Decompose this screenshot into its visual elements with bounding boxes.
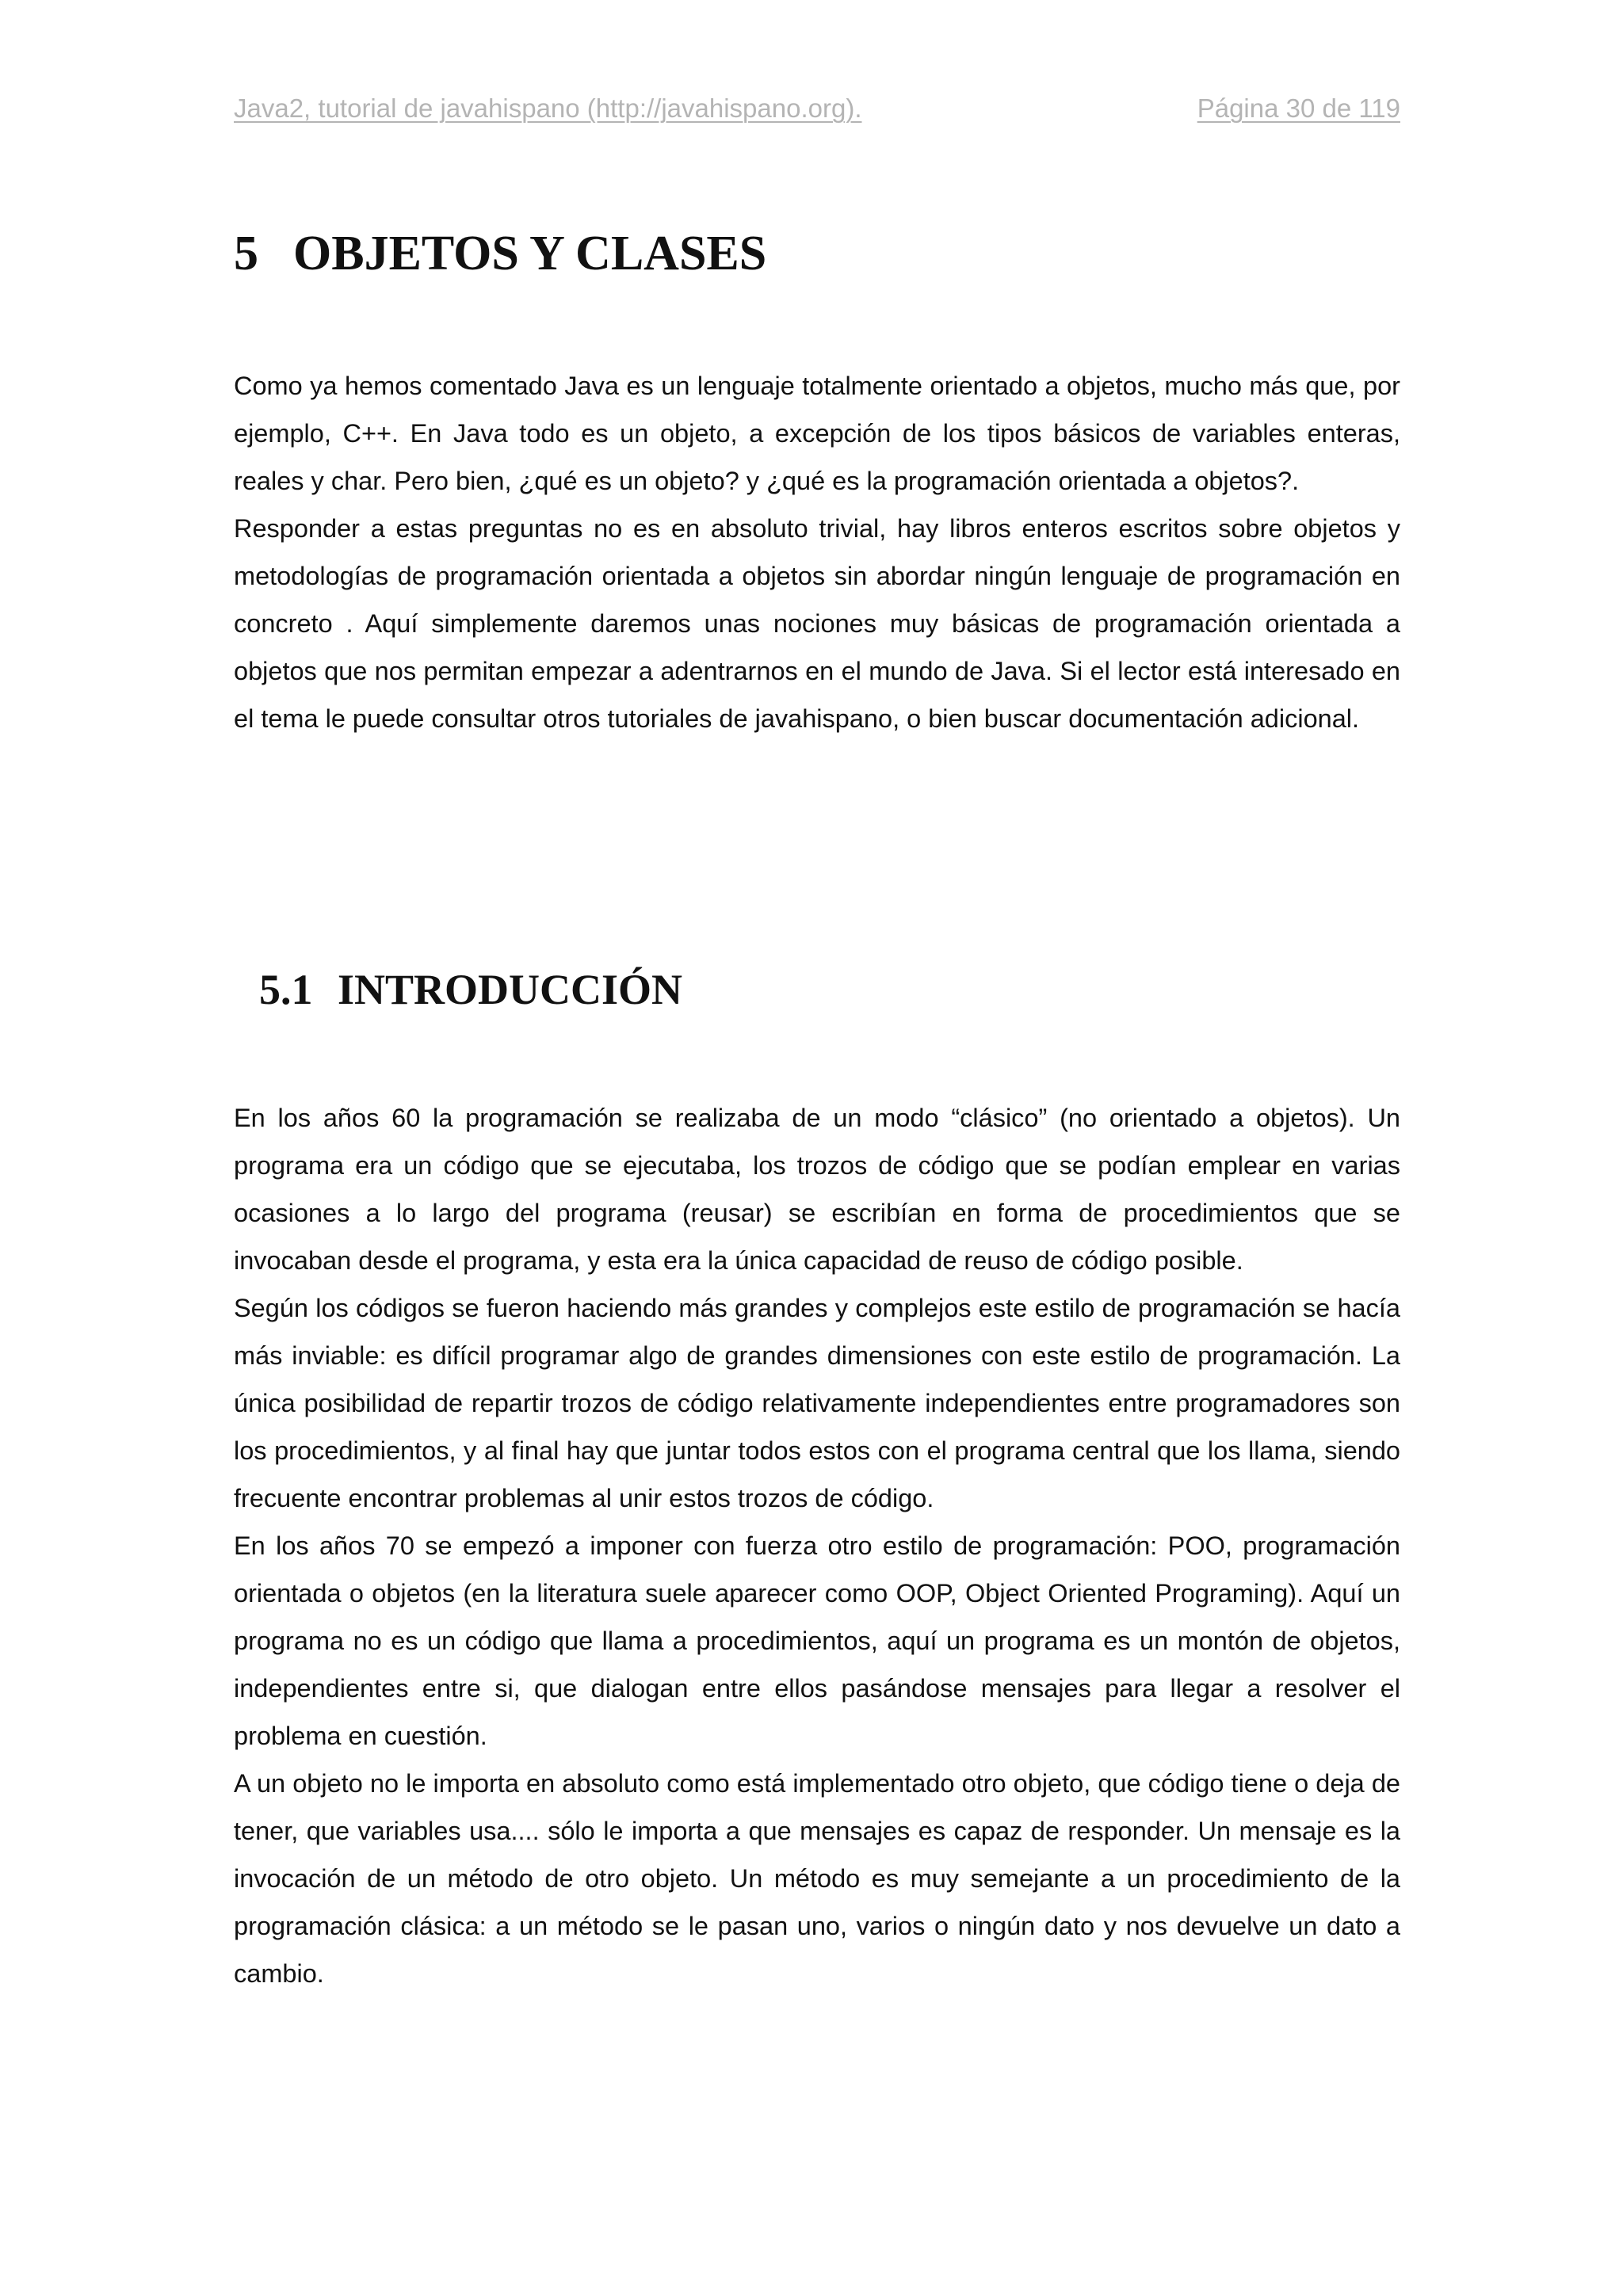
chapter-title: OBJETOS Y CLASES: [293, 227, 767, 280]
chapter-paragraph-2: Responder a estas preguntas no es en absoluto trivial, hay libros enteros escritos sobre objetos y metodologías de programación orientada a objetos sin abordar ningún lenguaje de programación en concreto . Aquí simplemente daremos unas nociones muy básicas de programación orientada a objetos que nos permitan empezar a adentrarnos en el mundo de Java. Si el lector está interesado en el tema le puede consultar otros tutoriales de javahispano, o bien buscar documentación adicional.: [234, 514, 1400, 733]
chapter-body: [234, 362, 1400, 742]
chapter-number: 5: [234, 227, 258, 280]
section-number: 5.1: [259, 966, 313, 1013]
section-paragraph-1: En los años 60 la programación se realizaba de un modo “clásico” (no orientado a objetos). Un programa era un código que se ejecutaba, los trozos de código que se podían emplear en varias ocasiones a lo largo del programa (reusar) se escribían en forma de procedimientos que se invocaban desde el programa, y esta era la única capacidad de reuso de código posible.: [234, 1104, 1400, 1275]
page-header: [234, 93, 1400, 130]
section-paragraph-2: Según los códigos se fueron haciendo más grandes y complejos este estilo de programación se hacía más inviable: es difícil programar algo de grandes dimensiones con este estilo de programación. La única posibilidad de repartir trozos de código relativamente independientes entre programadores son los procedimientos, y al final hay que juntar todos estos con el programa central que los llama, siendo frecuente encontrar problemas al unir estos trozos de código.: [234, 1294, 1400, 1512]
section-paragraph-4: A un objeto no le importa en absoluto como está implementado otro objeto, que código tiene o deja de tener, que variables usa.... sólo le importa a que mensajes es capaz de responder. Un mensaje es la invocación de un método de otro objeto. Un método es muy semejante a un procedimiento de la programación clásica: a un método se le pasan uno, varios o ningún dato y nos devuelve un dato a cambio.: [234, 1769, 1400, 1988]
section-heading: [259, 965, 682, 1014]
section-body: [234, 1094, 1400, 1997]
section-paragraph-3: En los años 70 se empezó a imponer con fuerza otro estilo de programación: POO, programación orientada o objetos (en la literatura suele aparecer como OOP, Object Oriented Programing). Aquí un programa no es un código que llama a procedimientos, aquí un programa es un montón de objetos, independientes entre si, que dialogan entre ellos pasándose mensajes para llegar a resolver el problema en cuestión.: [234, 1531, 1400, 1750]
header-source-link[interactable]: Java2, tutorial de javahispano (http://javahispano.org).: [234, 93, 862, 123]
chapter-paragraph-1: Como ya hemos comentado Java es un lenguaje totalmente orientado a objetos, mucho más que, por ejemplo, C++. En Java todo es un objeto, a excepción de los tipos básicos de variables enteras, reales y char. Pero bien, ¿qué es un objeto? y ¿qué es la programación orientada a objetos?.: [234, 372, 1400, 495]
header-page-number: Página 30 de 119: [1197, 93, 1400, 123]
section-title: INTRODUCCIÓN: [338, 966, 683, 1013]
chapter-heading: [234, 226, 766, 282]
